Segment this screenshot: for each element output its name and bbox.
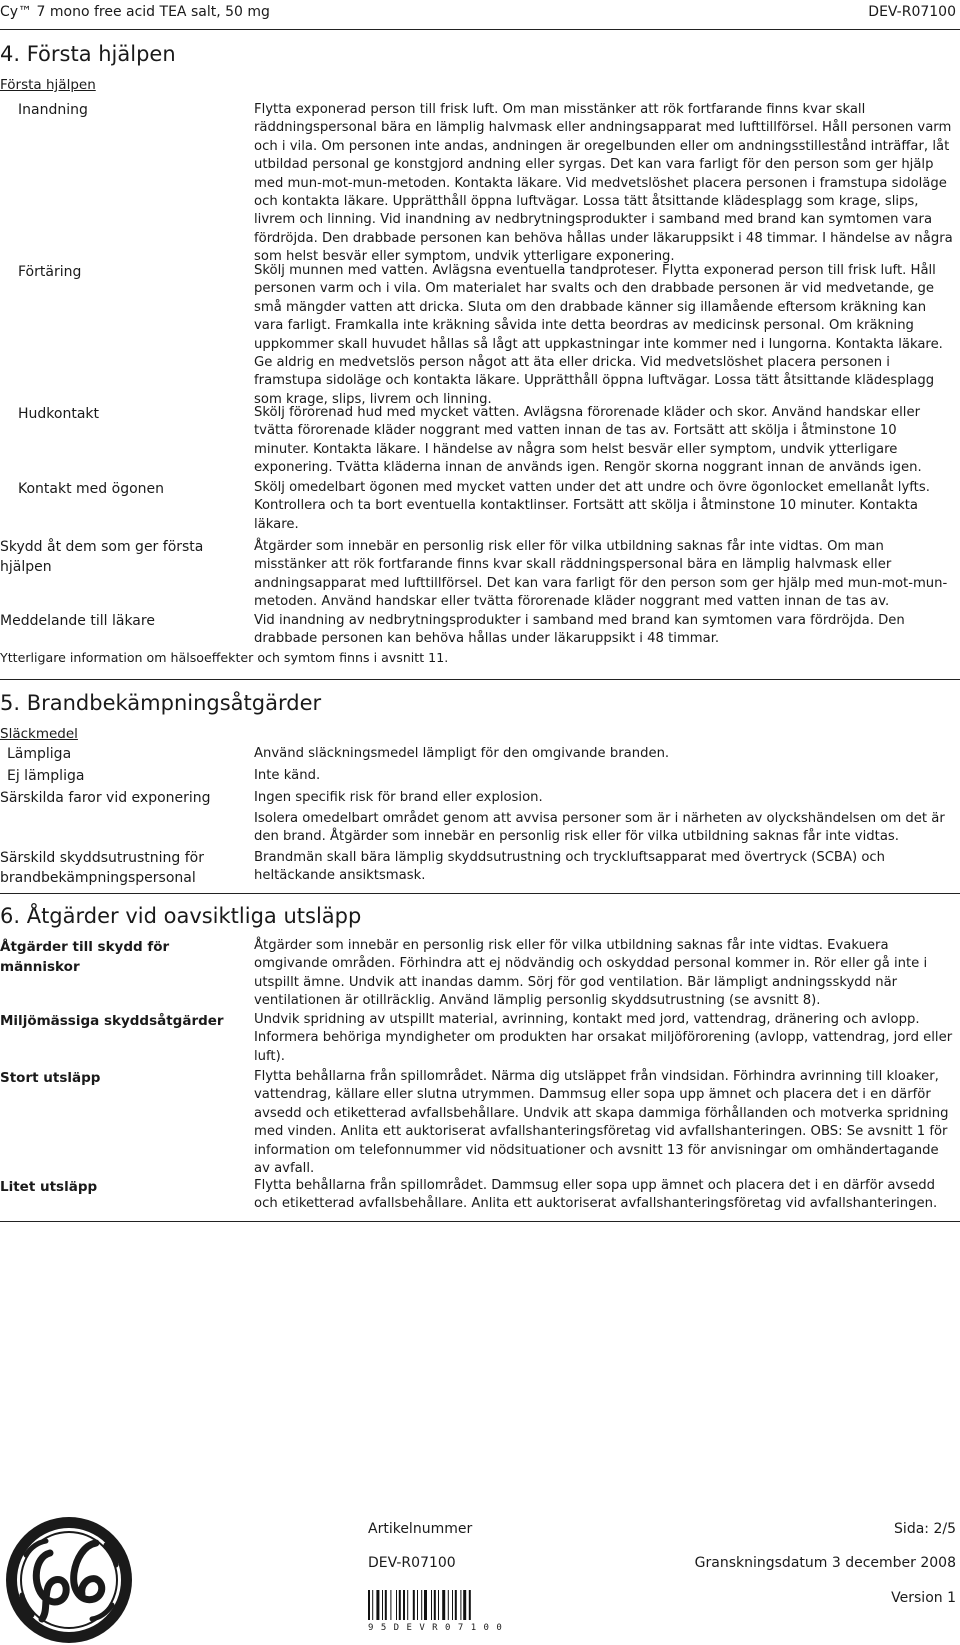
barcode-bar (413, 1590, 415, 1620)
barcode-bar (448, 1590, 449, 1620)
barcode-bar (382, 1590, 383, 1620)
text-protective-equipment: Brandmän skall bära lämplig skyddsutrustning och tryckluftsapparat med övertryck (SCBA) och heltäckande ansiktsmask. (254, 850, 885, 884)
label-first-aider-protection: Skydd åt dem som ger första hjälpen (0, 539, 204, 575)
barcode-bar (399, 1590, 401, 1620)
section-title-firefighting: 5. Brandbekämpningsåtgärder (0, 691, 322, 715)
barcode-bar (424, 1590, 427, 1620)
footer-page: Sida: 2/5 (894, 1521, 956, 1537)
barcode-bar (376, 1590, 379, 1620)
label-note-to-physician: Meddelande till läkare (0, 613, 155, 629)
text-exposure-hazards: Ingen specifik risk för brand eller explosion. (254, 790, 543, 805)
label-environmental-precautions: Miljömässiga skyddsåtgärder (0, 1013, 224, 1029)
barcode (368, 1590, 508, 1633)
footer-version: Version 1 (891, 1590, 956, 1606)
footer-article-number: DEV-R07100 (368, 1555, 456, 1571)
label-protective-equipment: Särskild skyddsutrustning för brandbekämpningspersonal (0, 850, 204, 886)
label-personal-precautions: Åtgärder till skydd för människor (0, 939, 170, 975)
text-suitable: Använd släckningsmedel lämpligt för den omgivande branden. (254, 746, 670, 761)
barcode-bar (455, 1590, 457, 1620)
text-eye-contact: Skölj omedelbart ögonen med mycket vatten under det att undre och övre ögonlocket emellanåt lyfts. Kontrollera och ta bort eventuella kontaktlinser. Fortsätt att skölja i åtminstone 10 minuter. Kontakta läkare. (254, 480, 930, 532)
barcode-bar (452, 1590, 453, 1620)
ge-logo-icon (4, 1515, 134, 1645)
barcode-bar (469, 1590, 471, 1620)
label-not-suitable: Ej lämpliga (7, 768, 85, 784)
label-large-spill: Stort utsläpp (0, 1070, 101, 1086)
section-title-first-aid: 4. Första hjälpen (0, 42, 176, 66)
barcode-bar (434, 1590, 436, 1620)
text-large-spill: Flytta behållarna från spillområdet. Närma dig utsläppet från vindsidan. Förhindra avrinning till kloaker, vattendrag, källare eller slutna utrymmen. Dammsug eller sopa upp ämnet och placera det i en därför avsedd och etiketterad avfallsbehållare. Undvik att skapa dammiga förhållanden och motverka spridning med vinden. Anlita ett auktoriserat avfallshanteringsföretag vid avfallshanteringen. OBS: Se avsnitt 1 för information om telefonnummer vid nödsituationer och avsnitt 13 för anvisningar om omhändertagande av avfall. (254, 1069, 949, 1177)
subsection-extinguishing-media: Släckmedel (0, 726, 78, 742)
text-skin-contact: Skölj förorenad hud med mycket vatten. Avlägsna förorenade kläder och skor. Använd handskar eller tvätta förorenade kläder noggrant med vatten innan de tas av. Fortsätt att skölja i åtminstone 10 minuter. Kontakta läkare. I händelse av några som helst besvär eller symptom, undvik ytterligare exponering. Tvätta kläderna innan de används igen. Rengör skorna noggrant innan de används igen. (254, 405, 922, 476)
label-eye-contact: Kontakt med ögonen (18, 481, 165, 497)
barcode-bar (460, 1590, 461, 1620)
subsection-first-aid: Första hjälpen (0, 77, 96, 93)
barcode-bar (442, 1590, 445, 1620)
label-exposure-hazards: Särskilda faror vid exponering (0, 790, 211, 806)
footer-article-label: Artikelnummer (368, 1521, 473, 1537)
text-first-aider-protection: Åtgärder som innebär en personlig risk eller för vilka utbildning saknas får inte vidtas. Om man misstänker att rök fortfarande finns kvar skall räddningspersonal bära en lämplig halvmask eller andningsapparat med lufttillförsel. Det kan vara farligt för den person som ger hjälp med mun-mot-mun-metoden. Använd handskar eller tvätta förorenade kläder noggrant med vatten innan de tas av. (254, 539, 948, 610)
barcode-bar (372, 1590, 373, 1620)
barcode-bar (390, 1590, 391, 1620)
barcode-bar (368, 1590, 370, 1620)
label-ingestion: Förtäring (18, 264, 82, 280)
text-small-spill: Flytta behållarna från spillområdet. Dammsug eller sopa upp ämnet och placera det i en därför avsedd och etiketterad avfallsbehållare. Anlita ett auktoriserat avfallshanteringsföretag vid avfallshanteringen. (254, 1178, 938, 1212)
barcode-bar (396, 1590, 397, 1620)
divider (0, 1221, 960, 1222)
barcode-bar (438, 1590, 439, 1620)
text-personal-precautions: Åtgärder som innebär en personlig risk eller för vilka utbildning saknas får inte vidtas. Evakuera omgivande områden. Förhindra att ej nödvändig och oskyddad personal kommer in. Rör eller gå inte i utspillt ämne. Undvik att inandas damm. Sörj för god ventilation. Bär lämpligt andningsskydd när ventilationen är otillräcklig. Använd lämplig personlig skyddsutrustning (se avsnitt 8). (254, 938, 928, 1009)
header-code: DEV-R07100 (868, 4, 956, 20)
divider (0, 893, 960, 894)
barcode-text: 9 5 D E V R 0 7 1 0 0 (368, 1623, 503, 1633)
text-not-suitable: Inte känd. (254, 768, 321, 783)
text-inhalation: Flytta exponerad person till frisk luft. Om man misstänker att rök fortfarande finns kvar skall räddningspersonal bära en lämplig halvmask eller andningsapparat med lufttillförsel. Håll personen varm och i vila. Om personen inte andas, andningen är oregelbunden eller om andningsstillestånd inträffar, låt utbildad personal ge konstgjord andning eller syrgas. Det kan vara farligt för den person som ger hjälp med mun-mot-mun-metoden. Kontakta läkare. Vid medvetslöshet placera personen i framstupa sidoläge och kontakta läkare. Upprätthåll öppna luftvägar. Lossa tätt åtsittande klädesplagg som krage, slips, livrem och linning. Vid inandning av nedbrytningsprodukter i samband med brand kan symtomen vara fördröjda. Den drabbade personen kan behöva hållas under läkaruppsikt i 48 timmar. I händelse av några som helst besvär eller symptom, undvik ytterligare exponering. (254, 102, 953, 265)
label-suitable: Lämpliga (7, 746, 72, 762)
text-isolate-area: Isolera omedelbart området genom att avvisa personer som är i närheten av olyckshändelsen om det är den brand. Åtgärder som innebär en personlig risk eller för vilka utbildning saknas får inte vidtas. (254, 811, 945, 845)
divider (0, 679, 960, 680)
barcode-bar (463, 1590, 466, 1620)
text-ingestion: Skölj munnen med vatten. Avlägsna eventuella tandproteser. Flytta exponerad person till frisk luft. Håll personen varm och i vila. Om materialet har svalts och den drabbade personen är vid medvetande, ge små mängder vatten att dricka. Sluta om den drabbade känner sig illamående eftersom kräkning kan vara farligt. Framkalla inte kräkning såvida inte detta beordras av medicinsk personal. Om kräkning uppkommer skall huvudet hållas så lågt att uppkastningar inte kommer ned i lungorna. Kontakta läkare. Ge aldrig en medvetslös person något att äta eller dricka. Vid medvetslöshet placera personen i framstupa sidoläge och kontakta läkare. Upprätthåll öppna luftvägar. Lossa tätt åtsittande klädesplagg som krage, slips, livrem och linning. (254, 263, 943, 407)
label-skin-contact: Hudkontakt (18, 406, 99, 422)
text-note-to-physician: Vid inandning av nedbrytningsprodukter i samband med brand kan symtomen vara fördröjda. Den drabbade personen kan behöva hållas under läkaruppsikt i 48 timmar. (254, 613, 905, 647)
barcode-bar (407, 1590, 408, 1620)
footer-review-date: Granskningsdatum 3 december 2008 (694, 1555, 956, 1571)
barcode-bars-icon (368, 1590, 508, 1620)
header-product: Cy™ 7 mono free acid TEA salt, 50 mg (0, 4, 270, 20)
divider (0, 29, 960, 30)
barcode-bar (403, 1590, 405, 1620)
label-small-spill: Litet utsläpp (0, 1179, 98, 1195)
barcode-bar (385, 1590, 387, 1620)
barcode-bar (421, 1590, 422, 1620)
barcode-bar (417, 1590, 418, 1620)
text-environmental-precautions: Undvik spridning av utspillt material, avrinning, kontakt med jord, vattendrag, dränering och avlopp. Informera behöriga myndigheter om produkten har orsakat miljöförorening (avlopp, vattendrag, jord eller luft). (254, 1012, 953, 1064)
section-title-accidental-release: 6. Åtgärder vid oavsiktliga utsläpp (0, 904, 362, 928)
label-inhalation: Inandning (18, 102, 88, 118)
section4-note: Ytterligare information om hälsoeffekter och symtom finns i avsnitt 11. (0, 650, 449, 665)
barcode-bar (431, 1590, 432, 1620)
